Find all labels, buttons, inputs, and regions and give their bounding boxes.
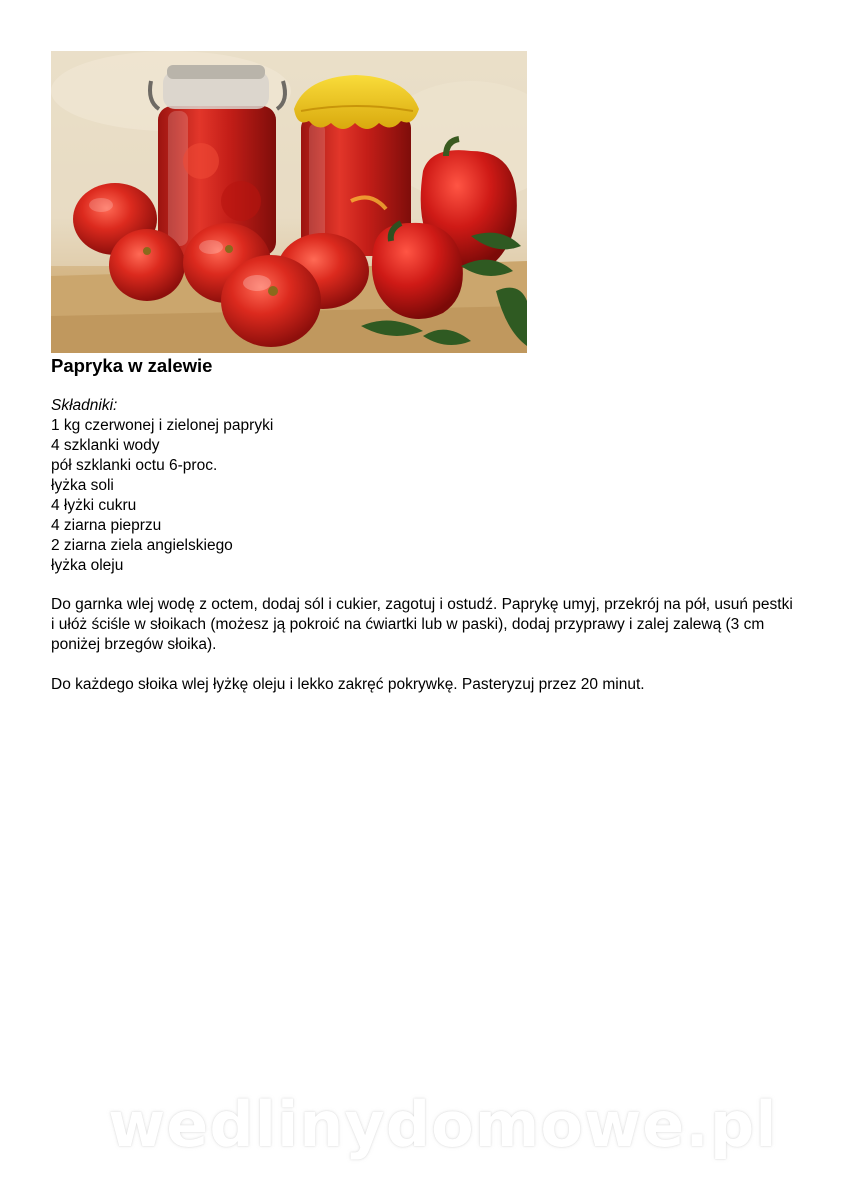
recipe-title: Papryka w zalewie [51,355,213,376]
ingredient-item: 4 łyżki cukru [51,497,137,514]
ingredients-label: Składniki: [51,397,118,414]
ingredient-item: 1 kg czerwonej i zielonej papryki [51,417,274,434]
ingredient-item: łyżka soli [51,477,114,494]
instructions-paragraph: Do każdego słoika wlej łyżkę oleju i lekko zakręć pokrywkę. Pasteryzuj przez 20 minut. [51,676,645,693]
ingredient-item: 2 ziarna ziela angielskiego [51,537,233,554]
site-watermark: wedlinydomowe.pl [108,1088,778,1161]
ingredient-item: łyżka oleju [51,557,124,574]
ingredients-section [51,396,273,576]
ingredients-list [51,416,273,576]
instructions-paragraph: Do garnka wlej wodę z octem, dodaj sól i cukier, zagotuj i ostudź. Paprykę umyj, przekrój na pół, usuń pestki i ułóż ściśle w słoikach (możesz ją pokroić na ćwiartki lub w paski), dodaj przyprawy i zalej zalewą (3 cm poniżej brzegów słoika). [51,596,793,653]
ingredient-item: pół szklanki octu 6-proc. [51,457,218,474]
recipe-photo [51,51,527,353]
ingredient-item: 4 ziarna pieprzu [51,517,162,534]
ingredient-item: 4 szklanki wody [51,437,160,454]
